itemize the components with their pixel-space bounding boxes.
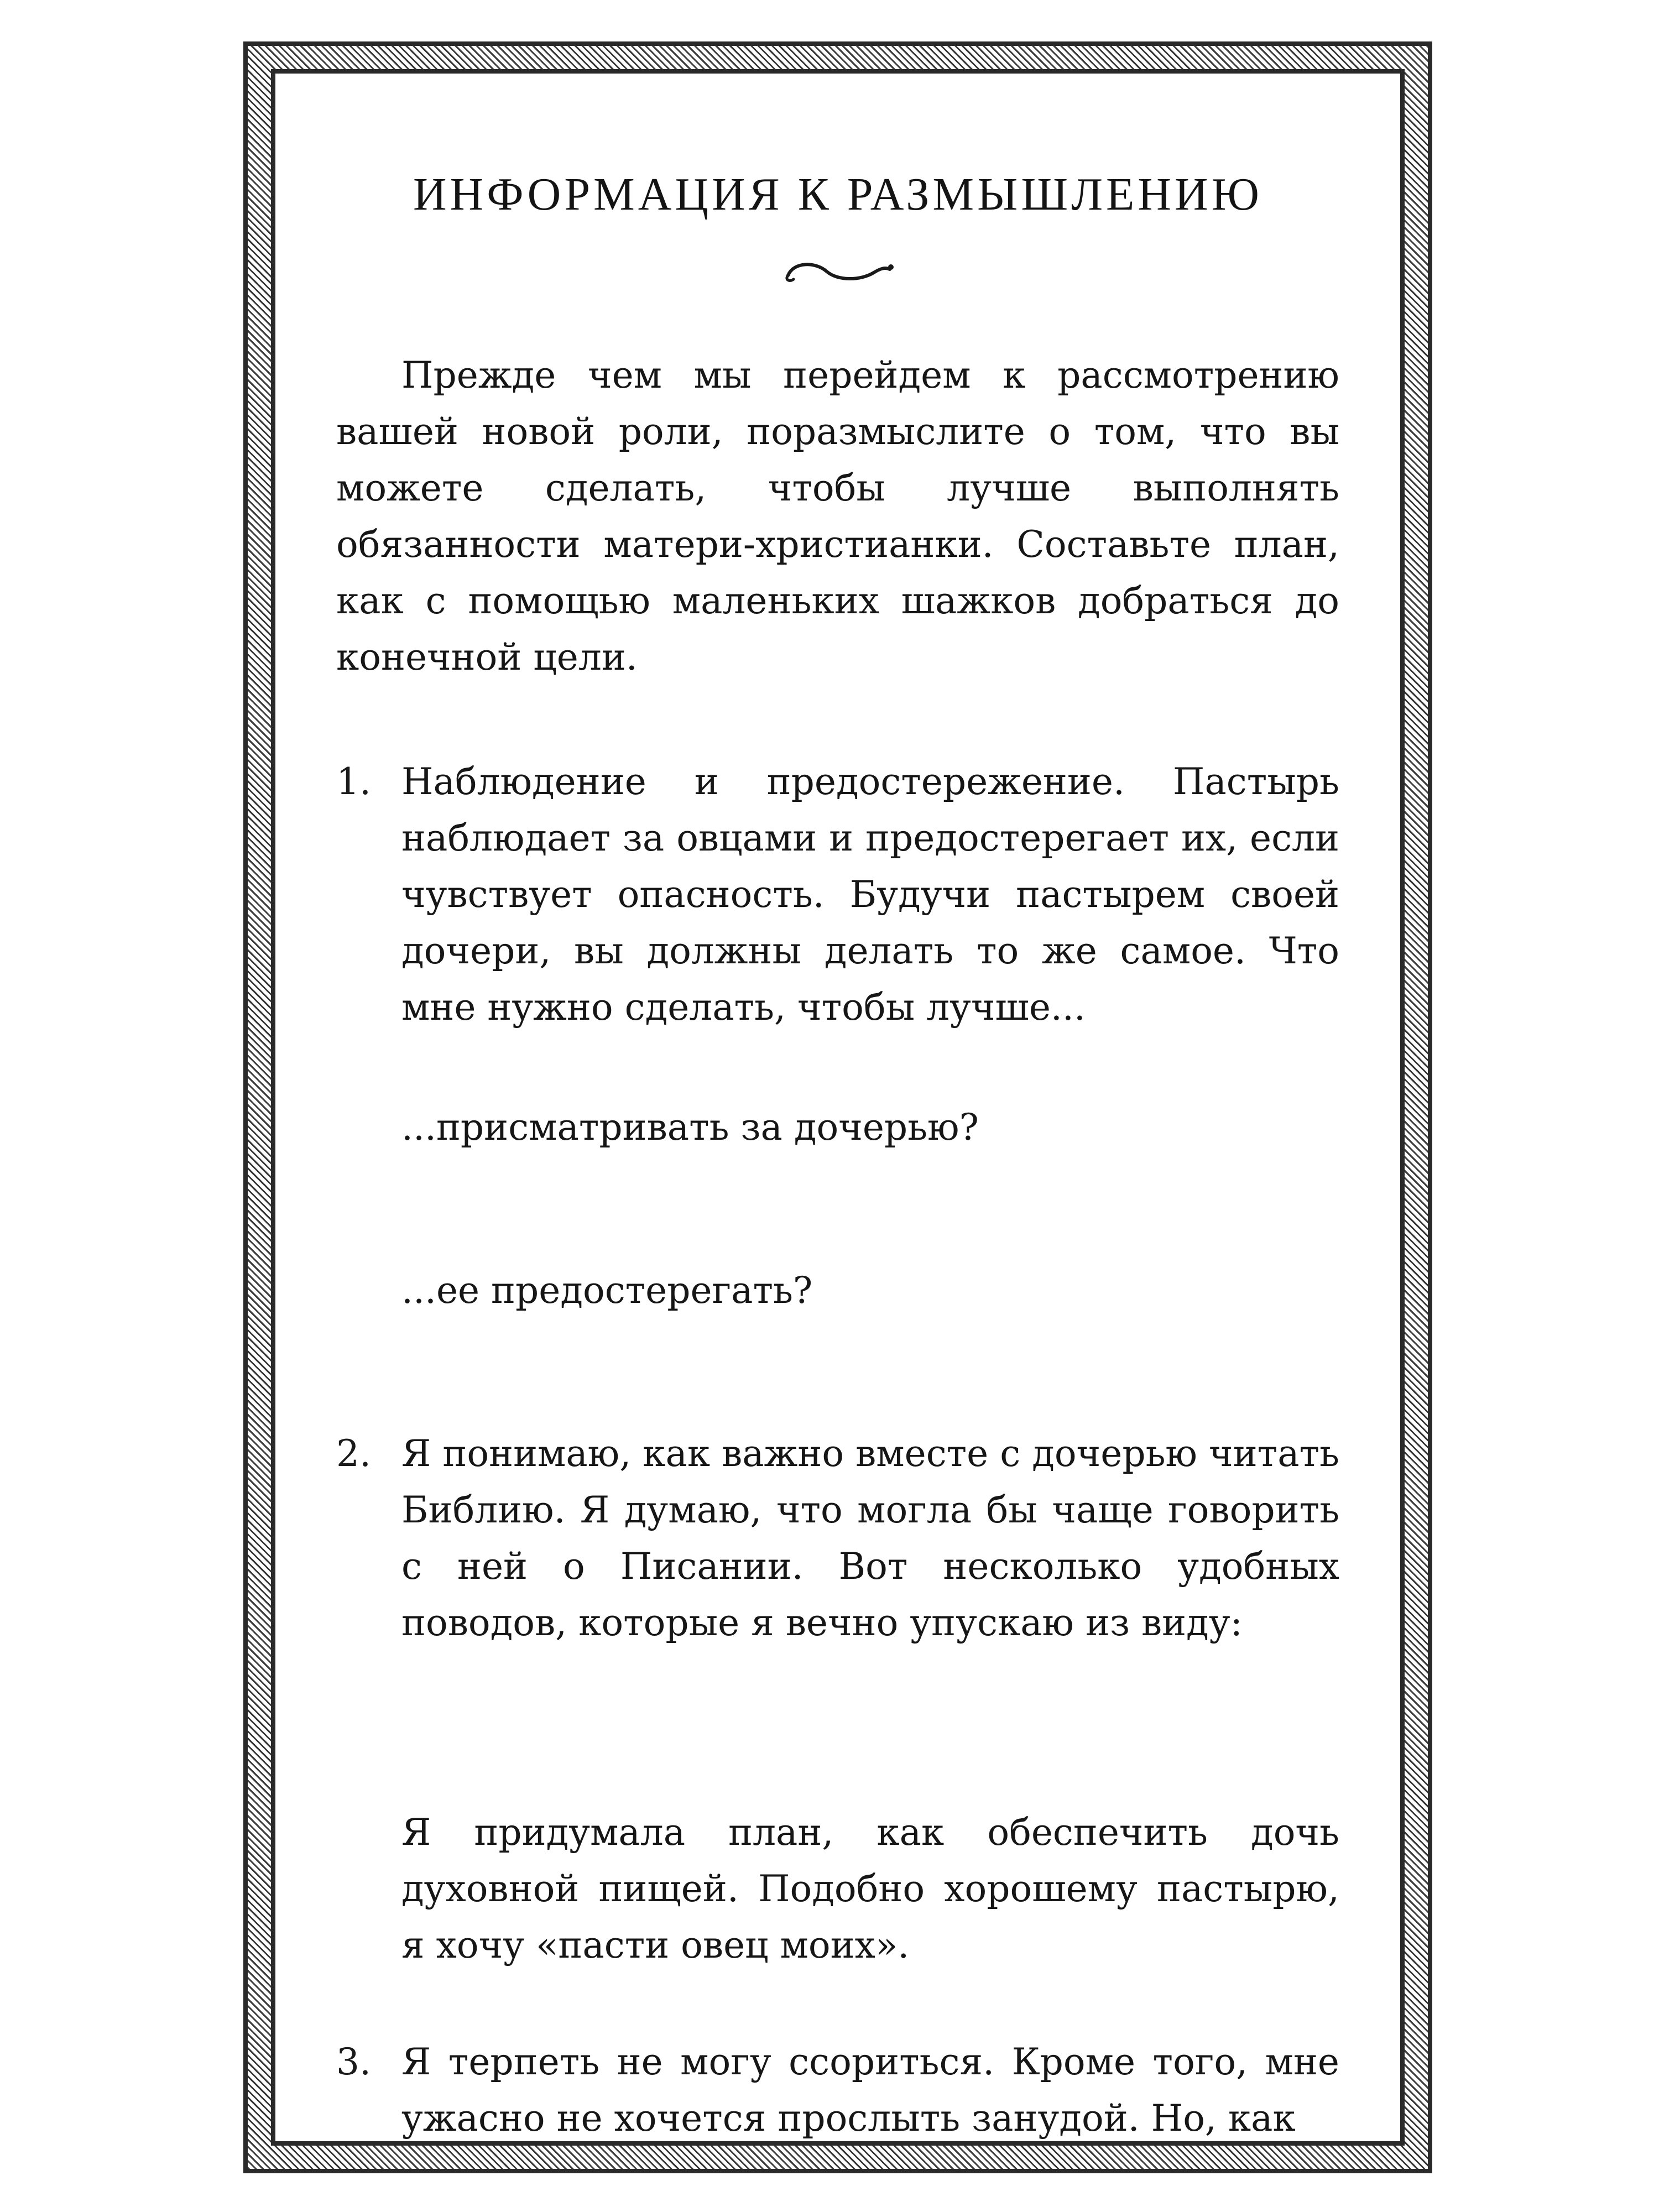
list-item-text: Наблюдение и предостережение. Пастырь наблюдает за овцами и предостерегает их, если чувствует опасность. Будучи пастырем своей дочери, вы должны делать то же самое. Что мне нужно сделать, чтобы лучше...: [401, 760, 1339, 1029]
prompt-warn: ...ее предостерегать?: [401, 1269, 813, 1312]
list-item-3: [336, 2034, 1339, 2147]
list-item-number: 1.: [336, 760, 371, 803]
page-content: [271, 69, 1405, 2146]
list-item-text: Я терпеть не могу ссориться. Кроме того, мне ужасно не хочется прослыть занудой. Но, как: [401, 2041, 1339, 2140]
flourish-ornament-icon: [777, 251, 899, 289]
list-item-2: [336, 1426, 1339, 1651]
list-item-number: 3.: [336, 2041, 371, 2083]
section-heading: ИНФОРМАЦИЯ К РАЗМЫШЛЕНИЮ: [413, 169, 1263, 220]
plan-paragraph: Я придумала план, как обеспечить дочь духовной пищей. Подобно хорошему пастырю, я хочу «пасти овец моих».: [401, 1811, 1339, 1966]
prompt-watch: ...присматривать за дочерью?: [401, 1106, 979, 1149]
page-frame: [243, 41, 1432, 2173]
intro-paragraph: Прежде чем мы перейдем к рассмотрению вашей новой роли, поразмыслите о том, что вы можете сделать, чтобы лучше выполнять обязанности матери-христианки. Составьте план, как с помощью маленьких шажков добраться до конечной цели.: [336, 354, 1339, 679]
list-item-number: 2.: [336, 1432, 371, 1475]
list-item-text: Я понимаю, как важно вместе с дочерью читать Библию. Я думаю, что могла бы чаще говорить с ней о Писании. Вот несколько удобных поводов, которые я вечно упускаю из виду:: [401, 1432, 1339, 1644]
list-item-1: [336, 754, 1339, 1036]
